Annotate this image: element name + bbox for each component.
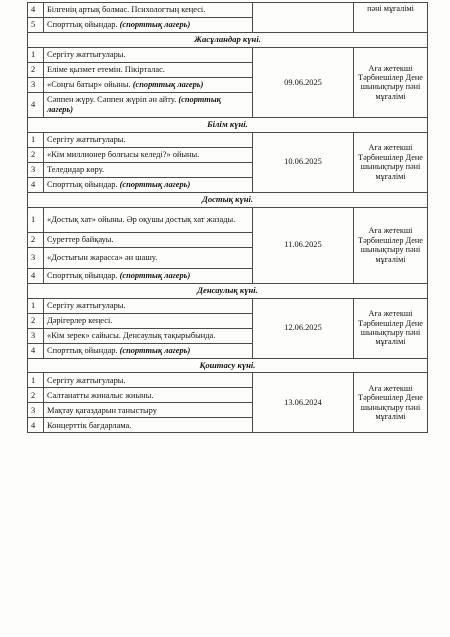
activity-cell	[44, 247, 253, 268]
activity-cell	[44, 177, 253, 192]
row-number: 4	[28, 92, 44, 117]
activity-text: Салтанатты жиналыс жиыны.	[47, 390, 154, 400]
activity-cell	[44, 77, 253, 92]
activity-text: «Достық хат» ойыны. Әр оқушы достық хат жазады.	[47, 214, 236, 224]
day-header-row	[28, 192, 428, 207]
row-number: 2	[28, 147, 44, 162]
activity-text: Сергіту жаттығулары.	[47, 300, 126, 310]
responsible-cell: Аға жетекші Тәрбиешілер Дене шынықтыру пәні мұғалімі	[354, 47, 428, 117]
activity-text: Сәппен жүру. Сәппен жүріп ән айту.	[47, 95, 179, 105]
activity-text: Сергіту жаттығулары.	[47, 134, 126, 144]
schedule-body	[28, 3, 428, 433]
row-number: 1	[28, 207, 44, 232]
activity-cell	[44, 418, 253, 433]
activity-cell	[44, 132, 253, 147]
activity-cell	[44, 313, 253, 328]
row-number: 1	[28, 373, 44, 388]
activity-text: «Кім зерек» сайысы. Денсаулық тақырыбында.	[47, 330, 216, 340]
row-number: 3	[28, 162, 44, 177]
row-number: 1	[28, 132, 44, 147]
row-number: 4	[28, 177, 44, 192]
activity-tag: (спорттық лагерь)	[119, 270, 191, 280]
schedule-table	[27, 2, 428, 433]
activity-cell	[44, 388, 253, 403]
day-title: Жасұландар күні.	[28, 33, 428, 48]
responsible-cell: Аға жетекші Тәрбиешілер Дене шынықтыру пәні мұғалімі	[354, 373, 428, 433]
activity-cell	[44, 62, 253, 77]
day-header-row	[28, 283, 428, 298]
responsible-cell: пәні мұғалімі	[354, 3, 428, 33]
activity-text: Спорттық ойындар.	[47, 179, 120, 189]
row-number: 3	[28, 77, 44, 92]
day-header-row	[28, 117, 428, 132]
activity-text: Сергіту жаттығулары.	[47, 50, 126, 60]
table-row	[28, 3, 428, 18]
row-number: 2	[28, 313, 44, 328]
table-row	[28, 207, 428, 232]
activity-text: «Достығын жарасса» ән шашу.	[47, 252, 158, 262]
day-title: Білім күні.	[28, 117, 428, 132]
activity-cell	[44, 343, 253, 358]
day-header-row	[28, 33, 428, 48]
day-title: Денсаулық күні.	[28, 283, 428, 298]
table-row	[28, 373, 428, 388]
activity-cell	[44, 147, 253, 162]
activity-cell	[44, 47, 253, 62]
activity-cell	[44, 328, 253, 343]
row-number: 4	[28, 418, 44, 433]
activity-text: Спорттық ойындар.	[47, 345, 120, 355]
activity-text: «Кім миллионер болғысы келеді?» ойыны.	[47, 149, 200, 159]
responsible-cell: Аға жетекші Тәрбиешілер Дене шынықтыру пәні мұғалімі	[354, 132, 428, 192]
row-number: 5	[28, 18, 44, 33]
responsible-cell: Аға жетекші Тәрбиешілер Дене шынықтыру пәні мұғалімі	[354, 207, 428, 283]
activity-text: Теледидар көру.	[47, 164, 105, 174]
activity-tag: (спорттық лагерь)	[119, 179, 191, 189]
activity-cell	[44, 18, 253, 33]
row-number: 1	[28, 47, 44, 62]
activity-text: Еліме қызмет етемін. Пікірталас.	[47, 65, 165, 75]
activity-cell	[44, 373, 253, 388]
row-number: 2	[28, 388, 44, 403]
activity-tag: (спорттық лагерь)	[119, 345, 191, 355]
table-row	[28, 47, 428, 62]
table-row	[28, 132, 428, 147]
date-cell: 09.06.2025	[253, 47, 354, 117]
activity-cell	[44, 298, 253, 313]
activity-text: Суреттер байқауы.	[47, 234, 114, 244]
activity-tag: (спорттық лагерь)	[132, 80, 204, 90]
activity-tag: (спорттық лагерь)	[119, 20, 191, 30]
activity-text: Спорттық ойындар.	[47, 20, 120, 30]
day-title: Достық күні.	[28, 192, 428, 207]
row-number: 4	[28, 3, 44, 18]
activity-text: «Соңғы батыр» ойыны.	[47, 80, 133, 90]
activity-cell	[44, 232, 253, 247]
activity-text: Концерттік бағдарлама.	[47, 420, 132, 430]
activity-tag: (спорттық лагерь)	[47, 95, 221, 114]
row-number: 4	[28, 268, 44, 283]
activity-text: Дәрігерлер кеңесі.	[47, 315, 113, 325]
responsible-cell: Аға жетекші Тәрбиешілер Дене шынықтыру пәні мұғалімі	[354, 298, 428, 358]
row-number: 3	[28, 403, 44, 418]
row-number: 4	[28, 343, 44, 358]
activity-cell	[44, 162, 253, 177]
row-number: 2	[28, 62, 44, 77]
row-number: 3	[28, 328, 44, 343]
activity-text: Сергіту жаттығулары.	[47, 375, 126, 385]
activity-cell	[44, 207, 253, 232]
date-cell: 13.06.2024	[253, 373, 354, 433]
date-cell: 12.06.2025	[253, 298, 354, 358]
activity-text: Білгенің артық болмас. Психологтың кеңесі.	[47, 5, 206, 15]
activity-cell	[44, 403, 253, 418]
day-header-row	[28, 358, 428, 373]
date-cell: 10.06.2025	[253, 132, 354, 192]
row-number: 2	[28, 232, 44, 247]
activity-cell	[44, 268, 253, 283]
table-row	[28, 298, 428, 313]
activity-text: Спорттық ойындар.	[47, 270, 120, 280]
row-number: 3	[28, 247, 44, 268]
activity-cell	[44, 92, 253, 117]
date-cell	[253, 3, 354, 33]
day-title: Қоштасу күні.	[28, 358, 428, 373]
activity-text: Мақтау қағаздарын таныстыру	[47, 405, 157, 415]
activity-cell	[44, 3, 253, 18]
date-cell: 11.06.2025	[253, 207, 354, 283]
row-number: 1	[28, 298, 44, 313]
